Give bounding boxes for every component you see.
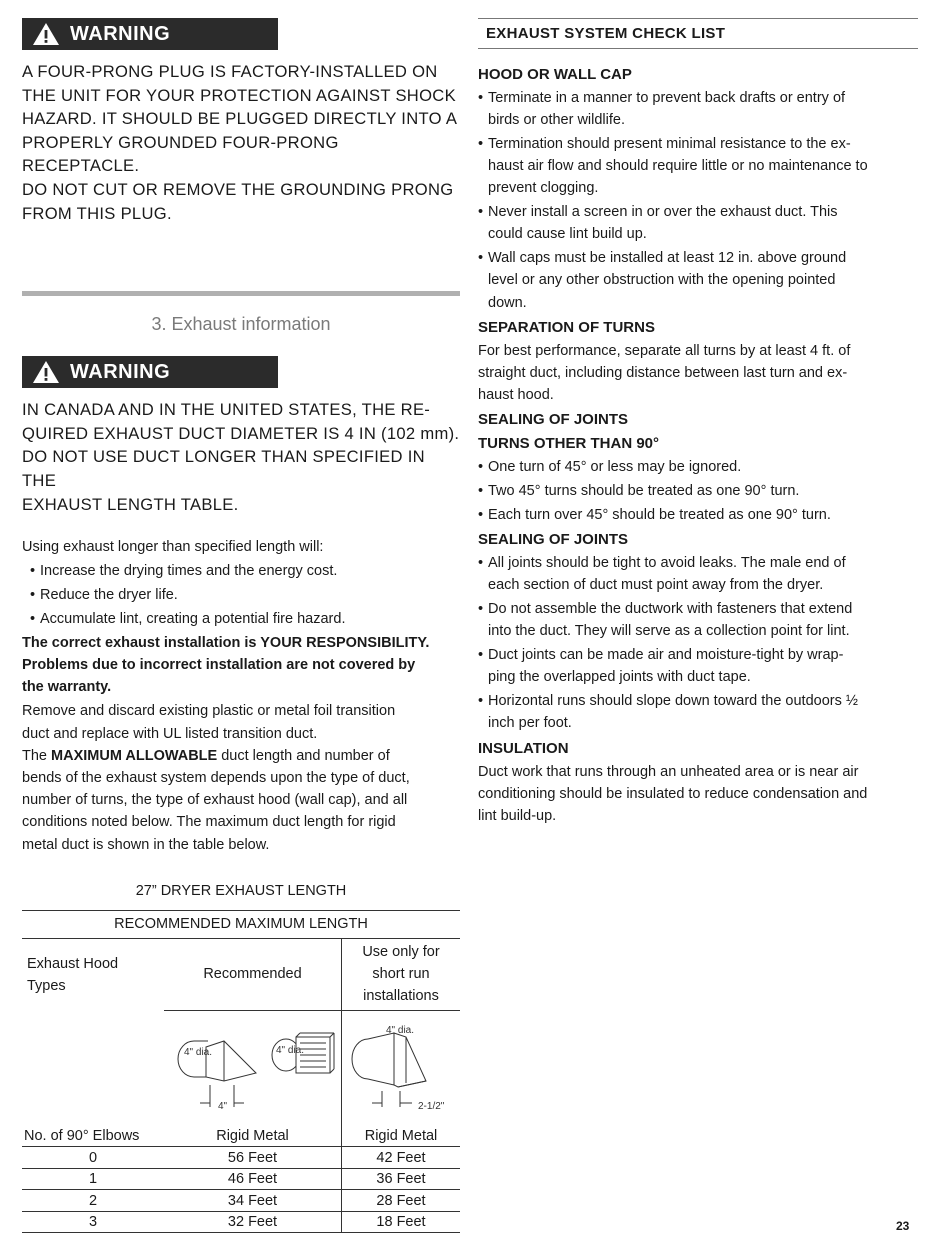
separation-text [478,340,918,407]
section-divider [22,291,460,296]
item-line: down. [488,294,527,311]
header-text: Exhaust Hood Types [27,955,119,994]
intro-text: Using exhaust longer than specified length will: [22,539,324,556]
exhaust-length-table [22,910,460,1234]
col-header-hood-types [22,938,164,1010]
separation-heading: SEPARATION OF TURNS [478,318,655,336]
paragraph-line: Duct work that runs through an unheated area or is near air [478,763,859,780]
item-line: level or any other obstruction with the opening pointed [488,272,836,289]
table-header: RECOMMENDED MAXIMUM LENGTH [22,910,460,938]
table-cell: 28 Feet [342,1190,461,1212]
item-line: inch per foot. [488,715,572,732]
list-item [478,552,918,596]
item-line: • All joints should be tight to avoid leaks. The male end of [488,555,846,572]
checklist-title: EXHAUST SYSTEM CHECK LIST [478,18,918,49]
warning-triangle-icon [32,22,60,46]
hood-list [478,87,918,314]
table-cell: 36 Feet [342,1168,461,1190]
sealing-list [478,552,918,734]
list-item: • Increase the drying times and the energy cost. [30,560,460,582]
paragraph-line: straight duct, including distance between last turn and ex- [478,365,848,382]
hood-diagram-icon [164,1011,341,1121]
table-cell: 18 Feet [342,1211,461,1233]
table-cell: 46 Feet [164,1168,342,1190]
warning-label: WARNING [70,22,171,45]
item-line: into the duct. They will serve as a collection point for lint. [488,623,850,640]
warning-line: A FOUR-PRONG PLUG IS FACTORY-INSTALLED ON [22,62,438,81]
warning-line: HAZARD. IT SHOULD BE PLUGGED DIRECTLY INTO A [22,109,458,129]
row-head-rigid: Rigid Metal [164,1125,342,1147]
dia-label: 4" dia. [276,1044,305,1056]
item-line: • Wall caps must be installed at least 12 in. above ground [488,250,847,267]
dia-label: 4" dia. [386,1024,415,1036]
item-line: haust air flow and should require little or no maintenance to [488,158,868,175]
list-item: • One turn of 45° or less may be ignored. [478,456,918,478]
col-header-short-run [342,938,461,1010]
table-row [22,1211,460,1233]
paragraph-line: metal duct is shown in the table below. [22,836,270,853]
sealing-heading: SEALING OF JOINTS [478,411,629,429]
list-item [478,598,918,642]
list-item [478,247,918,314]
item-line: • Terminate in a manner to prevent back drafts or entry of [488,90,846,106]
item-line: could cause lint build up. [488,226,647,243]
list-item: • Accumulate lint, creating a potential fire hazard. [30,608,460,630]
table-cell: 1 [22,1168,164,1190]
list-item [478,644,918,688]
hood-diagram-icon [342,1011,460,1121]
short-run-hood-diagram [342,1010,461,1125]
paragraph-line: For best performance, separate all turns by at least 4 ft. of [478,342,851,359]
paragraph-line: duct and replace with UL listed transition duct. [22,725,318,742]
list-item [478,201,918,245]
table-cell: 56 Feet [164,1147,342,1169]
item-line: birds or other wildlife. [488,112,625,129]
turns-heading: TURNS OTHER THAN 90° [478,435,660,453]
item-line: • Do not assemble the ductwork with fasteners that extend [488,601,853,618]
warning-triangle-icon [32,360,60,384]
paragraph-line [22,745,460,767]
paragraph-line: conditioning should be insulated to reduce condensation and [478,785,868,802]
paragraph-line: Remove and discard existing plastic or metal foil transition [22,703,396,720]
notice-line: Problems due to incorrect installation are not covered by [22,656,416,673]
dim-label: 4" [218,1100,228,1112]
col-header-recommended: Recommended [203,966,302,983]
header-text: Use only for short run installations [362,944,440,1005]
sealing-heading: SEALING OF JOINTS [478,531,629,549]
table-cell: 0 [22,1147,164,1169]
max-length-paragraph [22,745,460,856]
dia-label: 4" dia. [184,1046,213,1058]
item-line: each section of duct must point away from the dryer. [488,577,824,594]
paragraph-line: bends of the exhaust system depends upon the type of duct, [22,769,410,786]
dim-label: 2-1/2" [418,1100,445,1112]
table-cell: 32 Feet [164,1211,342,1233]
row-head-elbows: No. of 90° Elbows [22,1125,164,1147]
insulation-text [478,761,918,828]
text-run: duct length and number of [217,747,390,764]
table-row [22,1190,460,1212]
item-line: prevent clogging. [488,180,599,197]
transition-duct-paragraph [22,700,460,744]
warning-line: QUIRED EXHAUST DUCT DIAMETER IS 4 IN (102 mm). [22,423,460,443]
warning-line: DO NOT USE DUCT LONGER THAN SPECIFIED IN THE [22,447,425,490]
item-line: ping the overlapped joints with duct tape. [488,669,751,686]
consequence-list [22,560,460,630]
page-number: 23 [896,1219,910,1233]
item-line: • Duct joints can be made air and moisture-tight by wrap- [488,647,844,664]
warning-text-duct [22,398,460,516]
warning-line: THE UNIT FOR YOUR PROTECTION AGAINST SHOCK [22,85,456,105]
item-line: • Termination should present minimal resistance to the ex- [488,136,851,152]
paragraph-line: conditions noted below. The maximum duct length for rigid [22,814,396,831]
insulation-heading: INSULATION [478,739,569,757]
notice-line: The correct exhaust installation is YOUR RESPONSIBILITY. [22,634,430,651]
warning-line: DO NOT CUT OR REMOVE THE GROUNDING PRONG [22,179,454,199]
section-title: 3. Exhaust information [151,314,331,335]
list-item [478,690,918,734]
turns-list [478,456,918,526]
warning-line: EXHAUST LENGTH TABLE. [22,494,239,514]
table-cell: 2 [22,1190,164,1212]
table-cell: 42 Feet [342,1147,461,1169]
row-head-rigid: Rigid Metal [342,1125,461,1147]
left-column [22,18,460,1233]
recommended-hood-diagram [164,1010,342,1125]
warning-banner-duct [22,356,278,388]
table-cell: 34 Feet [164,1190,342,1212]
warning-line: FROM THIS PLUG. [22,203,172,223]
list-item: • Each turn over 45° should be treated as one 90° turn. [478,504,918,526]
paragraph-line: lint build-up. [478,808,557,825]
text-run: The [22,747,52,764]
hood-heading: HOOD OR WALL CAP [478,66,632,83]
empty-cell [22,1010,164,1125]
warning-banner-plug [22,18,278,50]
warning-text-plug [22,60,460,225]
notice-line: the warranty. [22,679,112,696]
table-row [22,1168,460,1190]
text-run-bold: MAXIMUM ALLOWABLE [51,747,218,764]
list-item: • Reduce the dryer life. [30,584,460,606]
warning-line: PROPERLY GROUNDED FOUR-PRONG RECEPTACLE. [22,132,339,176]
table-title: 27” DRYER EXHAUST LENGTH [135,882,347,899]
paragraph-line: haust hood. [478,387,554,404]
warning-label: WARNING [70,360,171,383]
item-line: • Horizontal runs should slope down toward the outdoors ½ [488,693,858,710]
table-row [22,1147,460,1169]
warning-line: IN CANADA AND IN THE UNITED STATES, THE RE- [22,400,431,420]
list-item: • Two 45° turns should be treated as one 90° turn. [478,480,918,502]
item-line: • Never install a screen in or over the exhaust duct. This [488,204,838,221]
table-cell: 3 [22,1211,164,1233]
responsibility-notice [22,632,460,699]
right-column [478,18,918,827]
list-item [478,87,918,131]
paragraph-line: number of turns, the type of exhaust hood (wall cap), and all [22,792,408,809]
list-item [478,133,918,200]
